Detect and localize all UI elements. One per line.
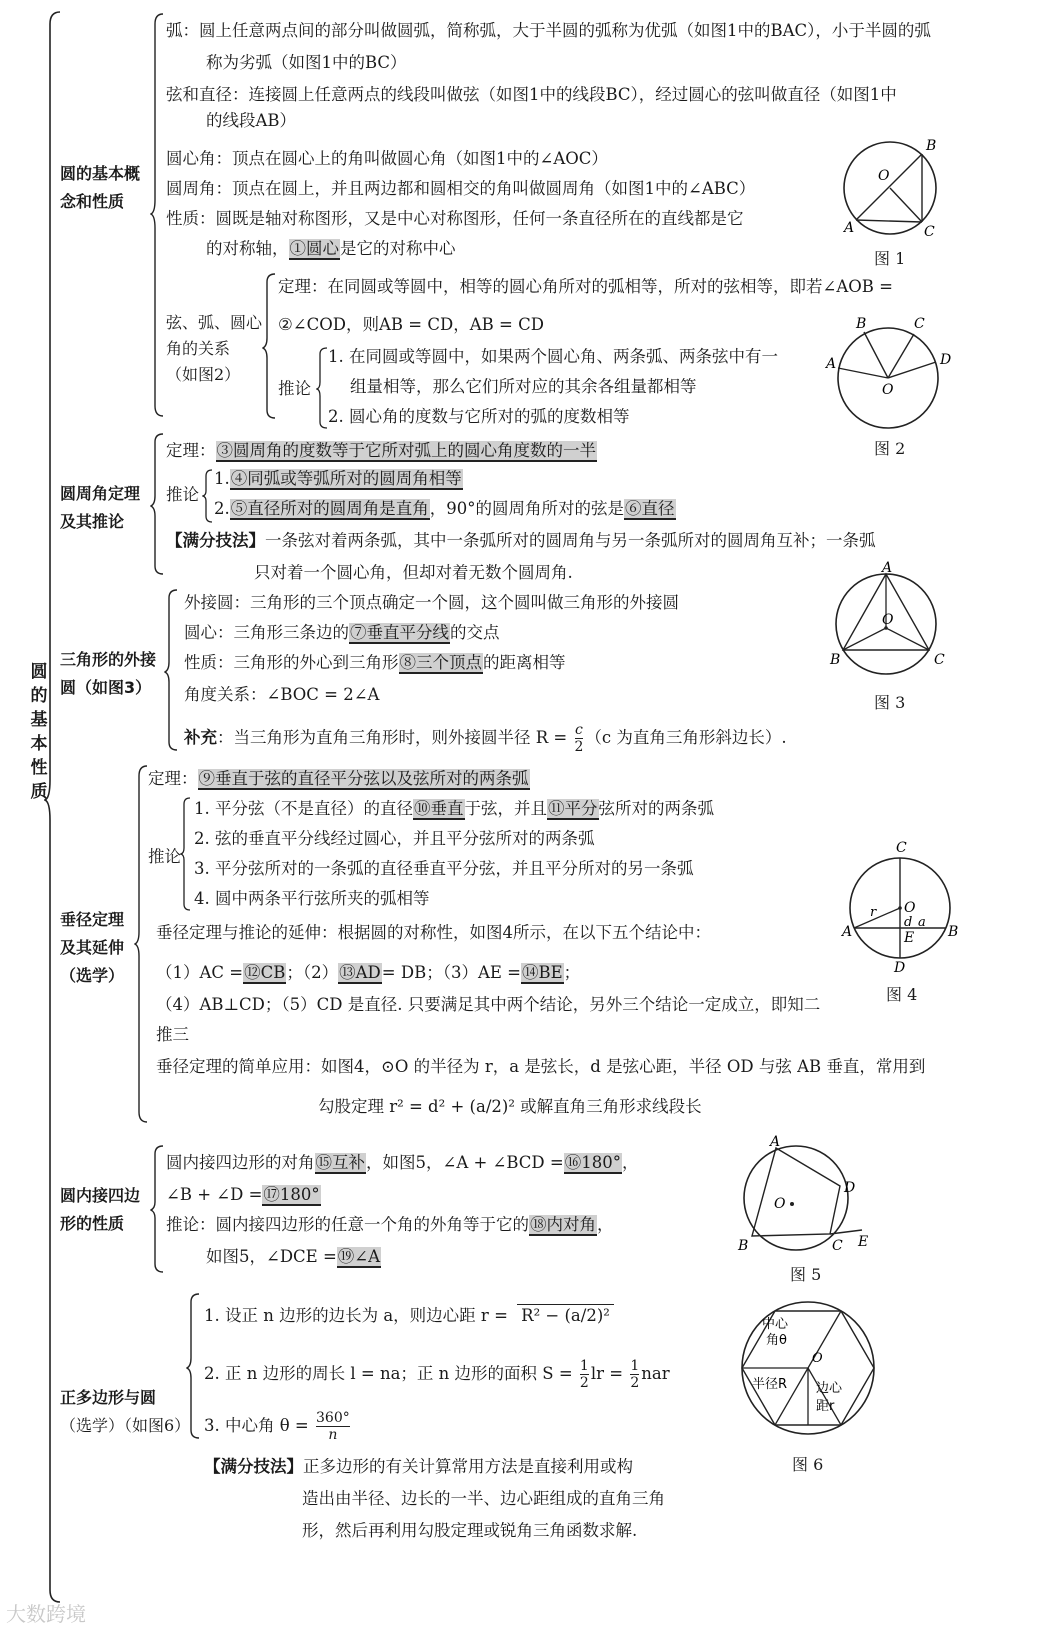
blank-1: ①圆心 bbox=[289, 239, 339, 258]
section-label-perpendicular: 垂径定理 及其延伸 （选学） bbox=[60, 910, 125, 985]
brace-inscribed-corollary bbox=[202, 468, 214, 524]
relations-theorem-2: ②∠COD，则AB = CD，AB = CD bbox=[278, 315, 544, 334]
svg-text:O: O bbox=[774, 1196, 786, 1212]
tip-tag-inscribed: 【满分技法】 bbox=[166, 531, 265, 550]
brace-regular-polygon bbox=[186, 1292, 202, 1442]
section-label-cyclic-quad: 圆内接四边 形的性质 bbox=[60, 1186, 141, 1233]
perpendicular-extension: 垂径定理与推论的延伸：根据圆的对称性，如图4所示，在以下五个结论中： bbox=[156, 923, 711, 942]
svg-text:C: C bbox=[832, 1238, 843, 1254]
svg-text:C: C bbox=[924, 224, 935, 240]
cyclic-quad-1: 圆内接四边形的对角⑮互补，如图5，∠A + ∠BCD =⑯180°， bbox=[166, 1153, 639, 1172]
svg-text:a: a bbox=[918, 915, 926, 930]
figure-3-caption: 图 3 bbox=[874, 693, 906, 712]
circumcenter-def: 圆心：三角形三条边的⑦垂直平分线的交点 bbox=[184, 623, 500, 642]
brace-relations bbox=[262, 272, 278, 422]
svg-text:C: C bbox=[914, 316, 925, 332]
watermark: 大数跨境 bbox=[6, 1602, 86, 1626]
svg-text:A: A bbox=[770, 1134, 781, 1150]
svg-text:r: r bbox=[870, 905, 877, 920]
figure-2 bbox=[822, 312, 962, 430]
blank-12: ⑫CB bbox=[244, 963, 286, 982]
circumcenter-property: 性质：三角形的外心到三角形⑧三个顶点的距离相等 bbox=[184, 653, 566, 672]
svg-text:B: B bbox=[738, 1238, 749, 1254]
svg-text:D: D bbox=[940, 352, 952, 368]
svg-text:距r: 距r bbox=[816, 1399, 835, 1414]
figure-6-caption: 图 6 bbox=[792, 1455, 824, 1474]
svg-text:D: D bbox=[844, 1180, 856, 1196]
chord-definition-2: 的线段AB） bbox=[206, 111, 297, 130]
cyclic-quad-corollary-2: 如图5，∠DCE =⑲∠A bbox=[206, 1247, 381, 1266]
blank-16: ⑯180° bbox=[564, 1153, 621, 1172]
svg-text:d: d bbox=[904, 915, 913, 930]
svg-text:中心: 中心 bbox=[762, 1317, 789, 1332]
figure-1-caption: 图 1 bbox=[874, 249, 906, 268]
blank-13: ⑬AD bbox=[339, 963, 381, 982]
svg-text:A: A bbox=[844, 220, 855, 236]
perpendicular-results-2: （4）AB⊥CD；（5）CD 是直径. 只要满足其中两个结论，另外三个结论一定成立，即知二 bbox=[156, 995, 821, 1014]
svg-text:O: O bbox=[878, 168, 890, 184]
brace-cyclic-quad bbox=[150, 1144, 166, 1276]
cyclic-quad-2: ∠B + ∠D =⑰180° bbox=[166, 1185, 320, 1204]
blank-9: ⑨垂直于弦的直径平分弦以及弦所对的两条弧 bbox=[198, 769, 529, 788]
perpendicular-results-1: （1）AC =⑫CB；（2）⑬AD= DB；（3）AE =⑭BE； bbox=[156, 963, 581, 982]
regular-polygon-tip-2: 造出由半径、边长的一半、边心距组成的直角三角 bbox=[302, 1489, 665, 1508]
figure-4-caption: 图 4 bbox=[886, 985, 918, 1004]
blank-19: ⑲∠A bbox=[337, 1247, 381, 1266]
figure-3 bbox=[822, 560, 952, 680]
relations-corollary-1b: 组量相等，那么它们所对应的其余各组量都相等 bbox=[350, 377, 697, 396]
svg-text:B: B bbox=[926, 138, 937, 154]
brace-perpendicular bbox=[134, 764, 150, 1126]
svg-text:角θ: 角θ bbox=[766, 1333, 787, 1348]
figure-5 bbox=[730, 1134, 880, 1256]
svg-text:O: O bbox=[882, 612, 894, 628]
perpendicular-corollary-1: 1. 平分弦（不是直径）的直径⑩垂直于弦，并且⑪平分弦所对的两条弧 bbox=[194, 799, 714, 818]
brace-circumcircle bbox=[164, 588, 180, 754]
regular-polygon-formula-3: 3. 中心角 θ = $\frac{360^\circ}{n}$ bbox=[204, 1410, 350, 1443]
blank-17: ⑰180° bbox=[263, 1185, 320, 1204]
relations-corollary-1: 1. 在同圆或等圆中，如果两个圆心角、两条弧、两条弦中有一 bbox=[328, 347, 778, 366]
brace-basic bbox=[150, 12, 166, 420]
blank-3: ③圆周角的度数等于它所对弧上的圆心角度数的一半 bbox=[216, 441, 596, 460]
svg-text:O: O bbox=[904, 900, 916, 916]
root-title: 圆的基本性质 bbox=[30, 662, 48, 802]
circumcircle-angle: 角度关系：∠BOC = 2∠A bbox=[184, 685, 380, 704]
regular-polygon-formula-1: 1. 设正 n 边形的边长为 a，则边心距 r = R² − (a/2)² bbox=[204, 1304, 614, 1327]
relations-corollary-label: 推论 bbox=[278, 379, 311, 398]
svg-text:E: E bbox=[904, 930, 915, 946]
inscribed-tip-2: 只对着一个圆心角，但却对着无数个圆周角. bbox=[254, 563, 573, 582]
figure-6 bbox=[736, 1296, 882, 1442]
regular-polygon-formula-2: 2. 正 n 边形的周长 l = na；正 n 边形的面积 S = $\frac{1}{2}$ lr = $\frac{1}{2}$ nar bbox=[204, 1358, 670, 1391]
central-angle-def: 圆心角：顶点在圆心上的角叫做圆心角（如图1中的∠AOC） bbox=[166, 149, 608, 168]
perpendicular-theorem: 定理：⑨垂直于弦的直径平分弦以及弦所对的两条弧 bbox=[148, 769, 529, 788]
root-brace bbox=[44, 10, 64, 1605]
section-label-inscribed: 圆周角定理 及其推论 bbox=[60, 484, 141, 531]
svg-text:半径R: 半径R bbox=[752, 1377, 788, 1392]
brace-inscribed bbox=[150, 432, 166, 578]
section-label-regular-polygon: 正多边形与圆 （选学）（如图6） bbox=[60, 1388, 191, 1435]
blank-14: ⑭BE bbox=[521, 963, 563, 982]
blank-5: ⑤直径所对的圆周角是直角 bbox=[230, 499, 429, 518]
perpendicular-corollary-label: 推论 bbox=[148, 847, 181, 866]
blank-4: ④同弧或等弧所对的圆周角相等 bbox=[230, 469, 462, 488]
svg-text:O: O bbox=[882, 382, 894, 398]
relations-theorem-1: 定理：在同圆或等圆中，相等的圆心角所对的弧相等，所对的弦相等，即若∠AOB = bbox=[278, 277, 893, 296]
circumcircle-supplement: 补充：当三角形为直角三角形时，则外接圆半径 R = $\frac{c}{2}$ （c 为直角三角形斜边长）. bbox=[184, 722, 787, 755]
svg-text:A: A bbox=[882, 560, 893, 576]
figure-1 bbox=[838, 134, 948, 242]
symmetry-property-1: 性质：圆既是轴对称图形，又是中心对称图形，任何一条直径所在的直线都是它 bbox=[166, 209, 744, 228]
figure-4 bbox=[838, 834, 968, 980]
svg-text:B: B bbox=[830, 652, 841, 668]
cyclic-quad-corollary-1: 推论：圆内接四边形的任意一个角的外角等于它的⑱内对角， bbox=[166, 1215, 614, 1234]
svg-text:D: D bbox=[894, 960, 906, 976]
svg-text:边心: 边心 bbox=[816, 1381, 843, 1396]
perpendicular-application-2: 勾股定理 r² = d² + (a/2)² 或解直角三角形求线段长 bbox=[318, 1097, 702, 1116]
relations-corollary-2: 2. 圆心角的度数与它所对的弧的度数相等 bbox=[328, 407, 630, 426]
blank-15: ⑮互补 bbox=[315, 1153, 365, 1172]
figure-5-caption: 图 5 bbox=[790, 1265, 822, 1284]
arc-definition-1: 弧：圆上任意两点间的部分叫做圆弧，简称弧，大于半圆的弧称为优弧（如图1中的BAC），小于半圆的弧 bbox=[166, 21, 931, 40]
sqrt-expression: R² − (a/2)² bbox=[517, 1304, 614, 1327]
perpendicular-corollary-2: 2. 弦的垂直平分线经过圆心，并且平分弦所对的两条弧 bbox=[194, 829, 595, 848]
svg-text:C: C bbox=[896, 840, 907, 856]
inscribed-corollary-1: 1.④同弧或等弧所对的圆周角相等 bbox=[214, 469, 462, 488]
svg-text:B: B bbox=[948, 924, 959, 940]
svg-text:A: A bbox=[826, 356, 837, 372]
inscribed-tip-1: 【满分技法】一条弦对着两条弧，其中一条弧所对的圆周角与另一条弧所对的圆周角互补；一条弧 bbox=[166, 531, 876, 550]
perpendicular-results-3: 推三 bbox=[156, 1025, 189, 1044]
perpendicular-corollary-4: 4. 圆中两条平行弦所夹的弧相等 bbox=[194, 889, 430, 908]
blank-6: ⑥直径 bbox=[625, 499, 675, 518]
svg-text:C: C bbox=[934, 652, 945, 668]
section-label-relations: 弦、弧、圆心 角的关系 （如图2） bbox=[166, 313, 263, 384]
svg-text:O: O bbox=[812, 1351, 823, 1366]
perpendicular-application-1: 垂径定理的简单应用：如图4，⊙O 的半径为 r，a 是弦长，d 是弦心距，半径 OD 与弦 AB 垂直，常用到 bbox=[156, 1057, 926, 1076]
inscribed-corollary-label: 推论 bbox=[166, 485, 199, 504]
tip-tag-polygon: 【满分技法】 bbox=[204, 1457, 303, 1476]
circumcircle-def: 外接圆：三角形的三个顶点确定一个圆，这个圆叫做三角形的外接圆 bbox=[184, 593, 679, 612]
blank-7: ⑦垂直平分线 bbox=[350, 623, 449, 642]
arc-definition-2: 称为劣弧（如图1中的BC） bbox=[206, 53, 407, 72]
svg-text:A: A bbox=[842, 924, 853, 940]
blank-10: ⑩垂直 bbox=[414, 799, 464, 818]
brace-perpendicular-corollary bbox=[180, 796, 192, 912]
inscribed-theorem: 定理：③圆周角的度数等于它所对弧上的圆心角度数的一半 bbox=[166, 441, 596, 460]
inscribed-angle-def: 圆周角：顶点在圆上，并且两边都和圆相交的角叫做圆周角（如图1中的∠ABC） bbox=[166, 179, 756, 198]
inscribed-corollary-2: 2.⑤直径所对的圆周角是直角，90°的圆周角所对的弦是⑥直径 bbox=[214, 499, 675, 518]
perpendicular-corollary-3: 3. 平分弦所对的一条弧的直径垂直平分弦，并且平分所对的另一条弧 bbox=[194, 859, 694, 878]
blank-18: ⑱内对角 bbox=[530, 1215, 596, 1234]
symmetry-property-2: 的对称轴，①圆心是它的对称中心 bbox=[206, 239, 456, 258]
regular-polygon-tip-3: 形，然后再利用勾股定理或锐角三角函数求解. bbox=[302, 1521, 638, 1540]
figure-2-caption: 图 2 bbox=[874, 439, 906, 458]
blank-8: ⑧三个顶点 bbox=[399, 653, 482, 672]
svg-text:E: E bbox=[858, 1234, 869, 1250]
svg-text:B: B bbox=[856, 316, 867, 332]
section-label-basic: 圆的基本概 念和性质 bbox=[60, 164, 141, 211]
section-label-circumcircle: 三角形的外接 圆（如图3） bbox=[60, 650, 157, 697]
regular-polygon-tip-1: 【满分技法】正多边形的有关计算常用方法是直接利用或构 bbox=[204, 1457, 633, 1476]
chord-definition-1: 弦和直径：连接圆上任意两点的线段叫做弦（如图1中的线段BC），经过圆心的弦叫做直径（如图1中 bbox=[166, 85, 897, 104]
blank-11: ⑪平分 bbox=[548, 799, 598, 818]
